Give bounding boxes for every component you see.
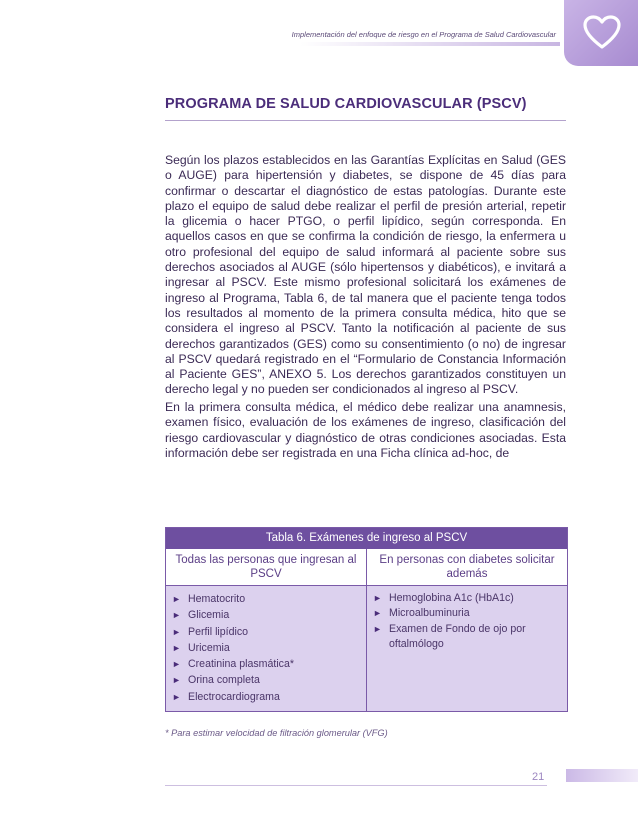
triangle-right-icon: ► <box>373 623 382 634</box>
section-title: PROGRAMA DE SALUD CARDIOVASCULAR (PSCV) <box>165 96 527 112</box>
footer-accent-bar <box>566 769 638 782</box>
triangle-right-icon: ► <box>373 593 382 603</box>
triangle-right-icon: ► <box>373 608 382 619</box>
footer-divider <box>165 785 547 786</box>
list-item <box>373 606 561 621</box>
list-item-label: Hemoglobina A1c (HbA1c) <box>389 592 514 604</box>
list-item-label: Examen de Fondo de ojo por oftalmólogo <box>389 622 526 650</box>
running-header: Implementación del enfoque de riesgo en el Programa de Salud Cardiovascular <box>291 30 556 39</box>
table-caption: Tabla 6. Exámenes de ingreso al PSCV <box>166 528 567 549</box>
triangle-right-icon: ► <box>172 610 181 621</box>
page-number: 21 <box>532 771 545 783</box>
header-heart-tab <box>564 0 638 66</box>
list-item-label: Microalbuminuria <box>389 607 470 620</box>
list-item <box>172 640 360 656</box>
list-item-label: Electrocardiograma <box>188 690 280 703</box>
table-header-diabetes: En personas con diabetes solicitar además <box>366 549 567 585</box>
list-item-label: Perfil lipídico <box>188 625 249 638</box>
body-paragraph: Según los plazos establecidos en las Garantías Explícitas en Salud (GES o AUGE) para hipertensión y diabetes, se dispone de 45 días para confirmar o descartar el diagnóstico de estas patologías. Durante este plazo el equipo de salud debe realizar el perfil de presión arterial, repetir la glicemia o hacer PTGO, o perfil lipídico, según corresponda. En aquellos casos en que se confirma la condición de riesgo, la enfermera u otro profesional del equipo de salud informará al paciente sobre sus derechos asociados al AUGE (sólo hipertensos y diabéticos), e invitará a ingresar al PSCV. Este mismo profesional solicitará los exámenes de ingreso al Programa, Tabla 6, de tal manera que el paciente tenga todos los resultados al momento de la primera consulta médica, hito que se considera el ingreso al PSCV. Tanto la notificación al paciente de sus derechos garantizados (GES) como su consentimiento (o no) de ingresar al PSCV quedará registrado en el “Formulario de Constancia Información al Paciente GES”, ANEXO 5. Los derechos garantizados constituyen un derecho legal y no pueden ser condicionados al ingreso al PSCV. <box>165 153 566 397</box>
table-header-row <box>166 549 567 586</box>
list-item-label: Hematocrito <box>188 593 246 605</box>
list-item <box>172 607 360 623</box>
table-column-diabetes <box>366 586 567 711</box>
list-item <box>373 591 561 606</box>
list-item-label: Glicemia <box>188 609 230 622</box>
table-header-all-persons: Todas las personas que ingresan al PSCV <box>175 554 357 580</box>
list-item <box>172 689 360 705</box>
exam-table <box>165 527 568 712</box>
list-item-label: Uricemia <box>188 641 230 654</box>
triangle-right-icon: ► <box>172 626 181 637</box>
triangle-right-icon: ► <box>172 675 181 686</box>
table-body <box>166 586 567 711</box>
header-accent-bar <box>300 42 560 46</box>
list-item <box>172 624 360 640</box>
list-item <box>172 591 360 607</box>
list-item <box>172 656 360 672</box>
title-divider <box>165 120 566 121</box>
triangle-right-icon: ► <box>172 642 181 653</box>
table-footnote: * Para estimar velocidad de filtración glomerular (VFG) <box>165 728 388 738</box>
list-item-label: Orina completa <box>188 674 260 687</box>
triangle-right-icon: ► <box>172 659 181 670</box>
triangle-right-icon: ► <box>172 594 181 604</box>
list-item <box>172 672 360 688</box>
triangle-right-icon: ► <box>172 691 181 702</box>
table-column-all-persons <box>166 586 366 711</box>
body-paragraph: En la primera consulta médica, el médico debe realizar una anamnesis, examen físico, evaluación de los exámenes de ingreso, clasificación del riesgo cardiovascular y diagnóstico de otras condiciones asociadas. Esta información debe ser registrada en una Ficha clínica ad-hoc, de <box>165 400 566 460</box>
list-item-label: Creatinina plasmática* <box>188 658 294 671</box>
list-item <box>373 622 561 653</box>
heart-icon <box>582 14 622 50</box>
